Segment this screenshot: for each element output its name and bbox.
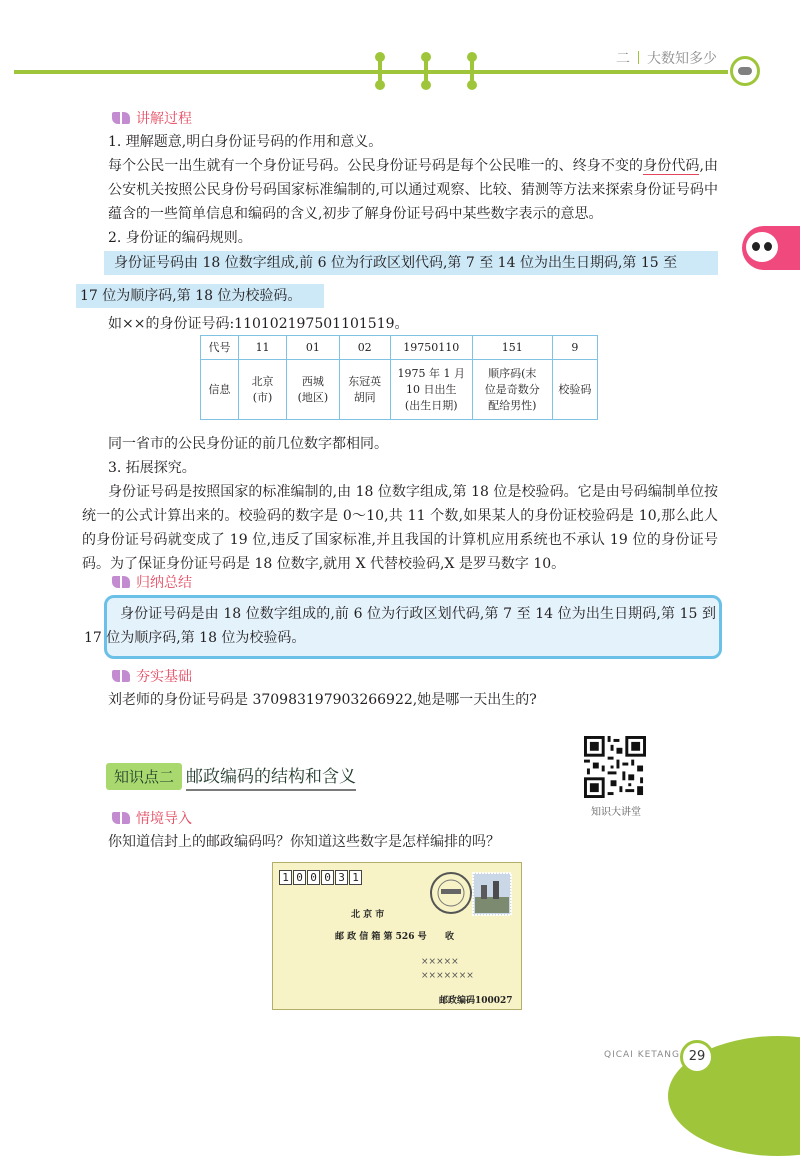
id-code-table xyxy=(200,335,598,420)
explain-heading-text: 讲解过程 xyxy=(136,111,192,127)
cell-line: 1975 年 1 月 xyxy=(397,366,465,380)
envelope-image xyxy=(272,862,522,1010)
intro-question: 你知道信封上的邮政编码吗？你知道这些数字是怎样编排的吗？ xyxy=(108,834,500,850)
header-ornament xyxy=(424,54,428,88)
knowledge-point-title: 邮政编码的结构和含义 xyxy=(186,762,356,791)
table-cell: 01 xyxy=(287,336,340,360)
table-cell xyxy=(390,360,472,420)
rule-line2-end: 。 xyxy=(287,288,302,304)
table-cell: 02 xyxy=(339,336,390,360)
summary-text: 身份证号码是由 18 位数字组成的,前 6 位为行政区划代码,第 7 至 14 位为出生日期码,第 15 到 17 位为顺序码,第 18 位为校验码。 xyxy=(84,606,716,646)
practice-heading-text: 夯实基础 xyxy=(136,669,192,685)
book-icon xyxy=(112,670,130,682)
table-cell xyxy=(239,360,287,420)
explain-p2 xyxy=(108,154,718,226)
mascot-icon xyxy=(730,56,760,86)
cell-line: (出生日期) xyxy=(404,398,458,412)
cell-line: (地区) xyxy=(297,390,329,404)
table-row xyxy=(201,360,598,420)
cell-line: 配给男性) xyxy=(488,398,537,412)
envelope-address xyxy=(335,927,454,943)
knowledge-point-label: 知识点二 xyxy=(106,763,182,790)
explain-p1: 1. 理解题意,明白身份证号码的作用和意义。 xyxy=(108,134,383,150)
cell-line: 顺序码(末 xyxy=(488,366,537,380)
cell-line: (市) xyxy=(252,390,273,404)
cell-line: 10 日出生 xyxy=(405,382,457,396)
cell-line: 西城 xyxy=(301,374,324,388)
cell-line: 位是奇数分 xyxy=(484,382,540,396)
explain-p3: 2. 身份证的编码规则。 xyxy=(108,230,252,246)
cell-line: 东冠英 xyxy=(348,374,382,388)
chapter-separator xyxy=(638,51,639,64)
table-row xyxy=(201,336,598,360)
header-rule xyxy=(14,70,728,74)
stamp-icon xyxy=(423,871,515,923)
envelope-address-end: 收 xyxy=(445,932,455,942)
example-line: 如××的身份证号码:110102197501101519。 xyxy=(108,316,409,332)
zip-digit: 1 xyxy=(279,870,292,885)
table-cell xyxy=(339,360,390,420)
after-table-note: 同一省市的公民身份证的前几位数字都相同。 xyxy=(108,436,388,452)
cell-line: 胡同 xyxy=(353,390,376,404)
intro-heading-text: 情境导入 xyxy=(136,811,192,827)
table-cell: 19750110 xyxy=(390,336,472,360)
table-cell xyxy=(287,360,340,420)
zip-digit: 0 xyxy=(321,870,334,885)
table-cell: 11 xyxy=(239,336,287,360)
rule-line1: 身份证号码由 18 位数字组成,前 6 位为行政区划代码,第 7 至 14 位为出生日期码,第 15 至 xyxy=(114,255,678,271)
underlined-term: 代码 xyxy=(671,158,700,174)
envelope-zip-footer: 邮政编码100027 xyxy=(439,996,513,1006)
explain-p4: 3. 拓展探究。 xyxy=(108,460,196,476)
sender-line: ××××× xyxy=(421,957,459,967)
table-cell: 信息 xyxy=(201,360,239,420)
explain-heading xyxy=(112,108,192,128)
page-number: 29 xyxy=(680,1040,714,1074)
qr-code-icon[interactable] xyxy=(584,736,646,798)
footer-label: QICAI KETANG xyxy=(604,1050,680,1060)
zip-digit: 0 xyxy=(307,870,320,885)
summary-heading-text: 归纳总结 xyxy=(136,575,192,591)
explain-p2-rest: ,由公安机关按照公民身份号码国家标准编制的,可以通过观察、比较、猜测等方法来探索身份证号码中蕴含的一些简单信息和编码的含义,初步了解身份证号码中某些数字表示的意思。 xyxy=(108,158,719,222)
header-ornament xyxy=(470,54,474,88)
table-cell: 151 xyxy=(472,336,552,360)
table-cell: 代号 xyxy=(201,336,239,360)
chapter-number: 二 xyxy=(616,51,630,67)
table-cell: 9 xyxy=(552,336,597,360)
header-ornament xyxy=(378,54,382,88)
zip-digit: 0 xyxy=(293,870,306,885)
chapter-title: 大数知多少 xyxy=(647,51,717,67)
envelope-address-text: 邮 政 信 箱 第 526 号 xyxy=(335,932,427,942)
panda-icon xyxy=(746,232,778,262)
chapter-header xyxy=(616,48,717,68)
book-icon xyxy=(112,576,130,588)
practice-heading xyxy=(112,666,192,686)
summary-heading xyxy=(112,572,192,592)
intro-heading xyxy=(112,808,192,828)
envelope-city: 北 京 市 xyxy=(351,910,385,920)
book-icon xyxy=(112,112,130,124)
table-cell xyxy=(552,360,597,420)
table-cell xyxy=(472,360,552,420)
rule-line2 xyxy=(80,284,301,308)
zip-code-boxes xyxy=(279,869,363,885)
explain-p5: 身份证号码是按照国家的标准编制的,由 18 位数字组成,第 18 位是校验码。它是由号码编制单位按统一的公式计算出来的。校验码的数字是 0～10,共 11 个数,如果某人的身份证校验码是 10,那么此人的身份证号码就变成了 19 位,违反了国家标准,并且我国的计算机应用系统也不承认 19 位的身份证号码。为了保证身份证号码是 18 位数字,就用 X 代替校验码,X 是罗马数字 10。 xyxy=(82,484,718,572)
practice-question: 刘老师的身份证号码是 370983197903266922,她是哪一天出生的? xyxy=(108,692,537,708)
zip-digit: 1 xyxy=(349,870,362,885)
cell-line: 校验码 xyxy=(558,382,592,396)
zip-digit: 3 xyxy=(335,870,348,885)
sender-line: ××××××× xyxy=(421,971,474,981)
underlined-term: 身份 xyxy=(643,158,672,174)
explain-p2-text: 每个公民一出生就有一个身份证号码。公民身份证号码是每个公民唯一的、终身不变的 xyxy=(108,158,644,174)
knowledge-point-header xyxy=(106,762,356,791)
cell-line: 北京 xyxy=(251,374,274,388)
rule-line2-text: 17 位为顺序码,第 18 位为校验码 xyxy=(80,288,288,304)
qr-caption: 知识大讲堂 xyxy=(591,807,641,818)
book-icon xyxy=(112,812,130,824)
